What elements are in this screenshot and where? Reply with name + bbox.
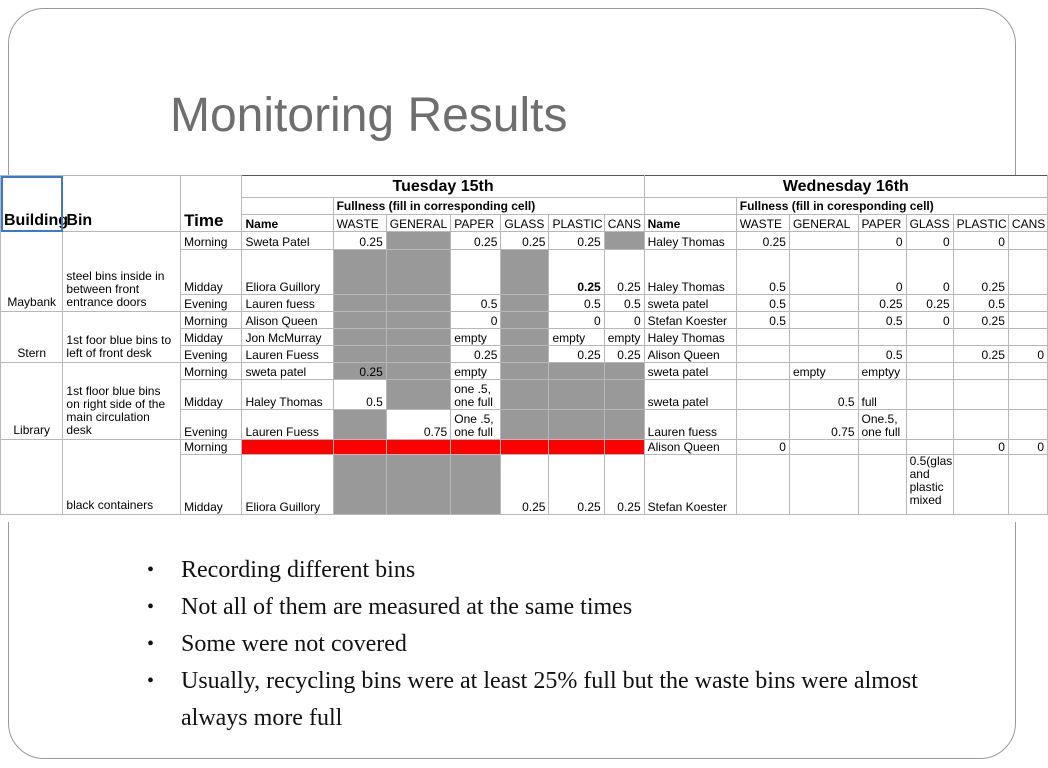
tue-general-cell[interactable] <box>386 346 450 363</box>
wed-waste-cell[interactable] <box>736 410 789 440</box>
wed-waste-cell[interactable] <box>736 329 789 346</box>
wed-waste-cell[interactable]: 0 <box>736 440 789 455</box>
tue-waste-cell[interactable] <box>333 346 386 363</box>
bullet-item <box>145 663 925 737</box>
wed-paper-cell[interactable]: 0.5 <box>858 346 906 363</box>
time-cell[interactable]: Morning <box>181 232 242 250</box>
tue-waste-cell[interactable] <box>333 295 386 312</box>
wed-plastic-cell[interactable]: 0.5 <box>953 295 1008 312</box>
wed-plastic-cell[interactable] <box>953 455 1008 515</box>
wed-plastic-cell[interactable]: 0.25 <box>953 250 1008 295</box>
header-name-tuesday[interactable]: Name <box>242 215 333 232</box>
header-cans-tuesday[interactable]: CANS <box>604 215 644 232</box>
time-cell[interactable]: Morning <box>181 440 242 455</box>
wed-plastic-cell[interactable] <box>953 410 1008 440</box>
tue-waste-cell[interactable] <box>333 329 386 346</box>
header-general-tuesday[interactable]: GENERAL <box>386 215 450 232</box>
tue-name-cell[interactable]: Haley Thomas <box>242 380 333 410</box>
wed-waste-cell[interactable] <box>736 380 789 410</box>
wed-glass-cell[interactable]: 0.5(glas and plastic mixed <box>906 455 953 515</box>
bullet-dot-icon: • <box>147 633 155 655</box>
wed-glass-cell[interactable] <box>906 346 953 363</box>
wed-name-cell[interactable]: sweta patel <box>644 380 736 410</box>
bullet-text: Recording different bins <box>181 557 416 583</box>
header-fullness-tuesday[interactable]: Fullness (fill in corresponding cell) <box>333 198 644 215</box>
time-cell[interactable]: Evening <box>181 346 242 363</box>
wed-paper-cell[interactable] <box>858 455 906 515</box>
table-row <box>1 312 1048 329</box>
building-cell[interactable]: Library <box>1 363 63 440</box>
time-cell[interactable]: Morning <box>181 363 242 380</box>
wed-name-cell[interactable]: sweta patel <box>644 295 736 312</box>
header-paper-wednesday[interactable]: PAPER <box>858 215 906 232</box>
bullet-dot-icon: • <box>147 670 155 692</box>
wed-plastic-cell[interactable]: 0 <box>953 440 1008 455</box>
header-name-blank-1[interactable] <box>242 198 333 215</box>
wed-glass-cell[interactable] <box>906 380 953 410</box>
tue-plastic-cell[interactable] <box>549 440 604 455</box>
time-cell[interactable]: Evening <box>181 410 242 440</box>
wed-waste-cell[interactable]: 0.5 <box>736 250 789 295</box>
wed-plastic-cell[interactable] <box>953 380 1008 410</box>
tue-cans-cell[interactable] <box>604 232 644 250</box>
tue-paper-cell[interactable]: 0.5 <box>451 295 501 312</box>
tue-cans-cell[interactable] <box>604 363 644 380</box>
wed-glass-cell[interactable] <box>906 363 953 380</box>
wed-plastic-cell[interactable]: 0.25 <box>953 346 1008 363</box>
wed-general-cell[interactable] <box>789 346 858 363</box>
tue-paper-cell[interactable] <box>451 455 501 515</box>
time-cell[interactable]: Evening <box>181 295 242 312</box>
tue-cans-cell[interactable]: 0.25 <box>604 346 644 363</box>
wed-paper-cell[interactable]: 0 <box>858 250 906 295</box>
tue-waste-cell[interactable] <box>333 455 386 515</box>
header-waste-wednesday[interactable]: WASTE <box>736 215 789 232</box>
wed-general-cell[interactable] <box>789 329 858 346</box>
tue-paper-cell[interactable]: 0.25 <box>451 232 501 250</box>
tue-waste-cell[interactable]: 0.25 <box>333 232 386 250</box>
tue-name-cell[interactable]: Jon McMurray <box>242 329 333 346</box>
wed-name-cell[interactable]: Lauren fuess <box>644 410 736 440</box>
wed-paper-cell[interactable]: 0.25 <box>858 295 906 312</box>
wed-cans-cell[interactable] <box>1008 312 1047 329</box>
tue-cans-cell[interactable]: 0.5 <box>604 295 644 312</box>
wed-paper-cell[interactable]: full <box>858 380 906 410</box>
tue-plastic-cell[interactable] <box>549 363 604 380</box>
tue-paper-cell[interactable] <box>451 440 501 455</box>
tue-paper-cell[interactable]: one .5, one full <box>451 380 501 410</box>
wed-name-cell[interactable]: Haley Thomas <box>644 250 736 295</box>
tue-glass-cell[interactable] <box>501 250 549 295</box>
wed-general-cell[interactable] <box>789 440 858 455</box>
tue-paper-cell[interactable] <box>451 250 501 295</box>
wed-general-cell[interactable]: 0.75 <box>789 410 858 440</box>
header-fullness-wednesday[interactable]: Fullness (fill in coresponding cell) <box>736 198 1047 215</box>
tue-paper-cell[interactable]: 0.25 <box>451 346 501 363</box>
wed-paper-cell[interactable]: 0 <box>858 232 906 250</box>
bin-cell[interactable]: steel bins inside in between front entrance doors <box>63 232 181 312</box>
bullet-item <box>145 626 925 663</box>
time-cell[interactable]: Midday <box>181 250 242 295</box>
tue-general-cell[interactable] <box>386 232 450 250</box>
header-paper-tuesday[interactable]: PAPER <box>451 215 501 232</box>
tue-waste-cell[interactable] <box>333 410 386 440</box>
tue-waste-cell[interactable]: 0.5 <box>333 380 386 410</box>
header-bin[interactable]: Bin <box>63 176 181 232</box>
tue-plastic-cell[interactable]: 0.25 <box>549 455 604 515</box>
bullet-dot-icon: • <box>147 559 155 581</box>
header-cans-wednesday[interactable]: CANS <box>1008 215 1047 232</box>
tue-glass-cell[interactable] <box>501 440 549 455</box>
tue-paper-cell[interactable]: empty <box>451 329 501 346</box>
tue-waste-cell[interactable] <box>333 440 386 455</box>
wed-waste-cell[interactable] <box>736 346 789 363</box>
header-plastic-tuesday[interactable]: PLASTIC <box>549 215 604 232</box>
tue-general-cell[interactable] <box>386 455 450 515</box>
tue-name-cell[interactable]: Sweta Patel <box>242 232 333 250</box>
wed-name-cell[interactable]: Alison Queen <box>644 440 736 455</box>
wed-name-cell[interactable]: Haley Thomas <box>644 329 736 346</box>
bullet-text: Some were not covered <box>181 631 407 657</box>
tue-waste-cell[interactable] <box>333 312 386 329</box>
tue-glass-cell[interactable]: 0.25 <box>501 232 549 250</box>
wed-glass-cell[interactable] <box>906 410 953 440</box>
tue-glass-cell[interactable] <box>501 363 549 380</box>
tue-plastic-cell[interactable]: 0 <box>549 312 604 329</box>
tue-general-cell[interactable]: 0.75 <box>386 410 450 440</box>
tue-name-cell[interactable]: sweta patel <box>242 363 333 380</box>
wed-cans-cell[interactable] <box>1008 232 1047 250</box>
wed-waste-cell[interactable] <box>736 363 789 380</box>
tue-glass-cell[interactable] <box>501 312 549 329</box>
time-cell[interactable]: Midday <box>181 380 242 410</box>
tue-cans-cell[interactable]: empty <box>604 329 644 346</box>
wed-waste-cell[interactable] <box>736 455 789 515</box>
wed-cans-cell[interactable] <box>1008 295 1047 312</box>
wed-cans-cell[interactable] <box>1008 250 1047 295</box>
wed-glass-cell[interactable] <box>906 440 953 455</box>
header-day-wednesday[interactable]: Wednesday 16th <box>644 176 1047 198</box>
tue-general-cell[interactable] <box>386 440 450 455</box>
table-row <box>1 232 1048 250</box>
bullet-text: Usually, recycling bins were at least 25% full but the waste bins were almost always more full <box>181 668 918 731</box>
wed-general-cell[interactable] <box>789 295 858 312</box>
wed-name-cell[interactable]: Alison Queen <box>644 346 736 363</box>
tue-glass-cell[interactable] <box>501 295 549 312</box>
wed-name-cell[interactable]: Stefan Koester <box>644 312 736 329</box>
wed-general-cell[interactable] <box>789 455 858 515</box>
table-row <box>1 440 1048 455</box>
tue-plastic-cell[interactable] <box>549 380 604 410</box>
time-cell[interactable]: Morning <box>181 312 242 329</box>
tue-general-cell[interactable] <box>386 295 450 312</box>
tue-plastic-cell[interactable]: 0.25 <box>549 346 604 363</box>
wed-paper-cell[interactable]: One.5, one full <box>858 410 906 440</box>
wed-name-cell[interactable]: sweta patel <box>644 363 736 380</box>
header-day-tuesday[interactable]: Tuesday 15th <box>242 176 644 198</box>
tue-general-cell[interactable] <box>386 363 450 380</box>
tue-name-cell[interactable]: Lauren Fuess <box>242 410 333 440</box>
tue-cans-cell[interactable] <box>604 410 644 440</box>
wed-paper-cell[interactable] <box>858 440 906 455</box>
bullet-list <box>145 552 925 737</box>
building-cell[interactable] <box>1 440 63 515</box>
wed-cans-cell[interactable] <box>1008 363 1047 380</box>
bullet-item <box>145 552 925 589</box>
tue-glass-cell[interactable] <box>501 329 549 346</box>
wed-plastic-cell[interactable] <box>953 363 1008 380</box>
wed-cans-cell[interactable] <box>1008 329 1047 346</box>
bullet-item <box>145 589 925 626</box>
header-name-blank-2[interactable] <box>644 198 736 215</box>
wed-glass-cell[interactable]: 0 <box>906 250 953 295</box>
time-cell[interactable]: Midday <box>181 329 242 346</box>
tue-name-cell[interactable]: Lauren fuess <box>242 295 333 312</box>
tue-name-cell[interactable]: Eliora Guillory <box>242 455 333 515</box>
header-plastic-wednesday[interactable]: PLASTIC <box>953 215 1008 232</box>
bullet-dot-icon: • <box>147 596 155 618</box>
building-cell[interactable]: Maybank <box>1 232 63 312</box>
header-waste-tuesday[interactable]: WASTE <box>333 215 386 232</box>
monitoring-table <box>0 175 1048 515</box>
tue-plastic-cell[interactable]: 0.25 <box>549 250 604 295</box>
wed-cans-cell[interactable] <box>1008 455 1047 515</box>
tue-cans-cell[interactable]: 0.25 <box>604 250 644 295</box>
bin-cell[interactable]: 1st foor blue bins to left of front desk <box>63 312 181 363</box>
wed-waste-cell[interactable]: 0.5 <box>736 295 789 312</box>
wed-general-cell[interactable] <box>789 250 858 295</box>
wed-general-cell[interactable] <box>789 232 858 250</box>
tue-cans-cell[interactable] <box>604 440 644 455</box>
tue-paper-cell[interactable]: empty <box>451 363 501 380</box>
tue-general-cell[interactable] <box>386 312 450 329</box>
tue-glass-cell[interactable] <box>501 410 549 440</box>
wed-plastic-cell[interactable]: 0.25 <box>953 312 1008 329</box>
tue-plastic-cell[interactable]: 0.25 <box>549 232 604 250</box>
header-building[interactable]: Building <box>1 176 63 232</box>
slide-title: Monitoring Results <box>170 89 568 142</box>
building-cell[interactable]: Stern <box>1 312 63 363</box>
tue-name-cell[interactable]: Alison Queen <box>242 312 333 329</box>
tue-cans-cell[interactable]: 0 <box>604 312 644 329</box>
header-general-wednesday[interactable]: GENERAL <box>789 215 858 232</box>
table-row <box>1 363 1048 380</box>
tue-cans-cell[interactable] <box>604 380 644 410</box>
header-time[interactable]: Time <box>181 176 242 232</box>
tue-paper-cell[interactable]: One .5, one full <box>451 410 501 440</box>
wed-cans-cell[interactable]: 0 <box>1008 346 1047 363</box>
wed-plastic-cell[interactable] <box>953 329 1008 346</box>
wed-glass-cell[interactable]: 0 <box>906 232 953 250</box>
wed-general-cell[interactable] <box>789 312 858 329</box>
bin-cell[interactable]: 1st floor blue bins on right side of the main circulation desk <box>63 363 181 440</box>
bullet-text: Not all of them are measured at the same times <box>181 594 633 620</box>
wed-name-cell[interactable]: Stefan Koester <box>644 455 736 515</box>
tue-plastic-cell[interactable]: 0.5 <box>549 295 604 312</box>
wed-cans-cell[interactable] <box>1008 410 1047 440</box>
wed-paper-cell[interactable] <box>858 329 906 346</box>
tue-general-cell[interactable] <box>386 380 450 410</box>
tue-glass-cell[interactable] <box>501 346 549 363</box>
bin-cell[interactable]: black containers <box>63 440 181 515</box>
tue-plastic-cell[interactable] <box>549 410 604 440</box>
tue-name-cell[interactable]: Eliora Guillory <box>242 250 333 295</box>
tue-glass-cell[interactable]: 0.25 <box>501 455 549 515</box>
wed-waste-cell[interactable]: 0.5 <box>736 312 789 329</box>
wed-paper-cell[interactable]: 0.5 <box>858 312 906 329</box>
time-cell[interactable]: Midday <box>181 455 242 515</box>
wed-paper-cell[interactable]: emptyy <box>858 363 906 380</box>
wed-cans-cell[interactable] <box>1008 380 1047 410</box>
wed-glass-cell[interactable] <box>906 329 953 346</box>
header-name-wednesday[interactable]: Name <box>644 215 736 232</box>
header-glass-wednesday[interactable]: GLASS <box>906 215 953 232</box>
header-glass-tuesday[interactable]: GLASS <box>501 215 549 232</box>
wed-waste-cell[interactable]: 0.25 <box>736 232 789 250</box>
tue-name-cell[interactable] <box>242 440 333 455</box>
tue-glass-cell[interactable] <box>501 380 549 410</box>
tue-plastic-cell[interactable]: empty <box>549 329 604 346</box>
wed-cans-cell[interactable]: 0 <box>1008 440 1047 455</box>
wed-glass-cell[interactable]: 0 <box>906 312 953 329</box>
wed-general-cell[interactable]: empty <box>789 363 858 380</box>
tue-name-cell[interactable]: Lauren Fuess <box>242 346 333 363</box>
tue-paper-cell[interactable]: 0 <box>451 312 501 329</box>
wed-plastic-cell[interactable]: 0 <box>953 232 1008 250</box>
wed-name-cell[interactable]: Haley Thomas <box>644 232 736 250</box>
tue-general-cell[interactable] <box>386 250 450 295</box>
tue-general-cell[interactable] <box>386 329 450 346</box>
tue-cans-cell[interactable]: 0.25 <box>604 455 644 515</box>
wed-glass-cell[interactable]: 0.25 <box>906 295 953 312</box>
tue-waste-cell[interactable]: 0.25 <box>333 363 386 380</box>
monitoring-table-image <box>0 175 1046 522</box>
wed-general-cell[interactable]: 0.5 <box>789 380 858 410</box>
tue-waste-cell[interactable] <box>333 250 386 295</box>
